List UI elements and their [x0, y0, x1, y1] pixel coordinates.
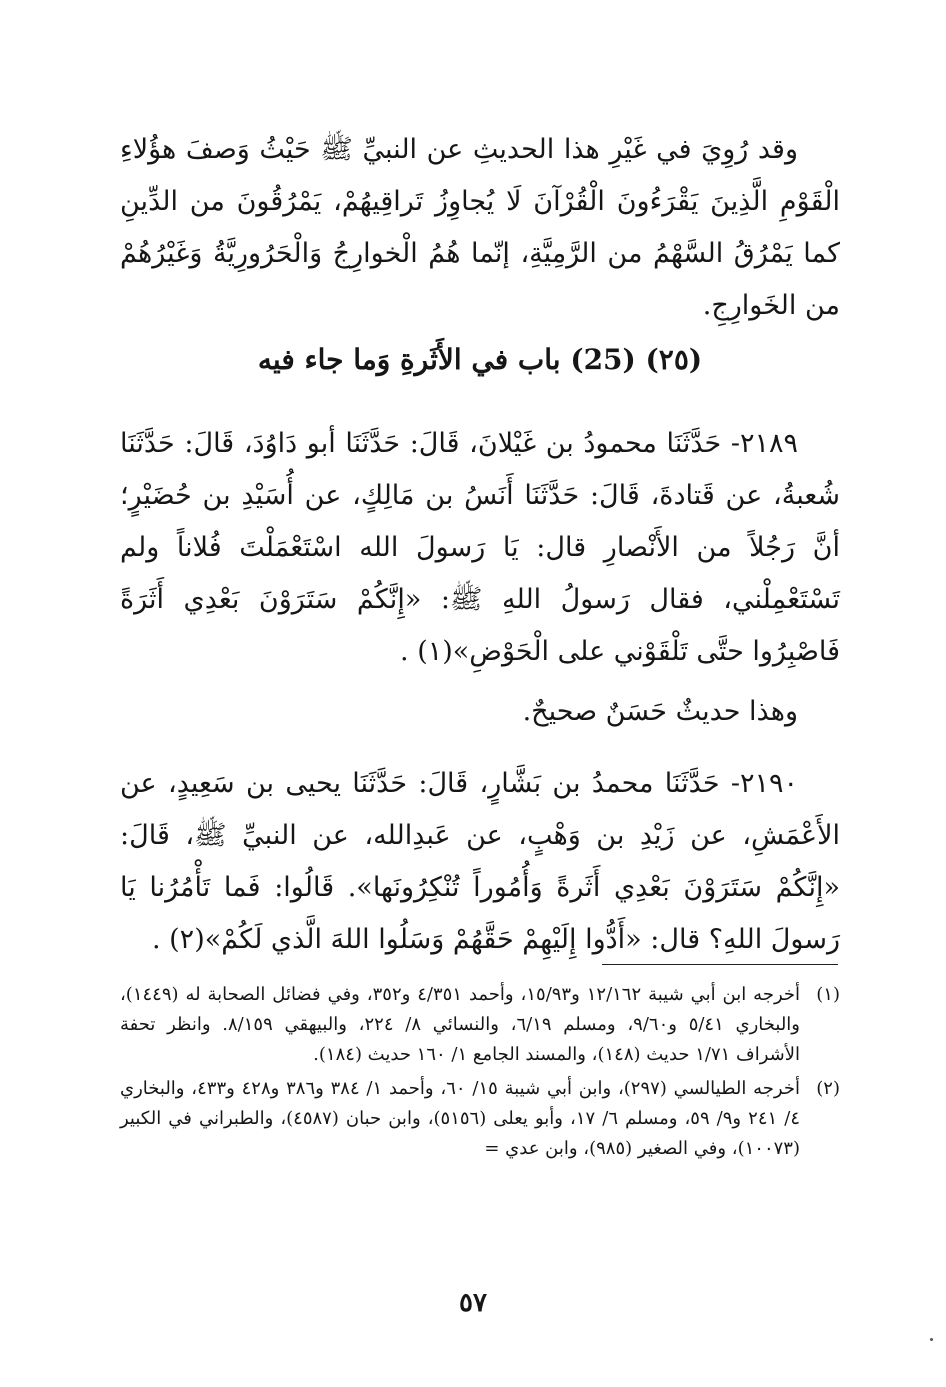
footnote-separator [602, 964, 838, 965]
hadith-2189-grade: وهذا حديثٌ حَسَنٌ صحيحٌ. [522, 696, 798, 727]
hadith-2190-block [120, 758, 840, 966]
footnote-number: (١) [816, 984, 840, 1005]
scan-speck [930, 1338, 933, 1341]
section-heading: (٢٥) (25) باب في الأَثَرةِ وَما جاء فيه [257, 343, 703, 376]
hadith-2189-text: ٢١٨٩- حَدَّثَنَا محمودُ بن غَيْلانَ، قَالَ: حَدَّثَنَا أبو دَاوُدَ، قَالَ: حَدَّثَنَا شُعبةُ، عن قَتادةَ، قَالَ: حَدَّثَنَا أَنَسُ بن مَالِكٍ، عن أُسَيْدِ بن حُضَيْرٍ؛ أنَّ رَجُلاً من الأَنْصارِ قال: يَا رَسولَ الله اسْتَعْمَلْتَ فُلاناً ولم تَسْتَعْمِلْني، فقال رَسولُ اللهِ ﷺ: «إِنَّكُمْ سَتَرَوْنَ بَعْدِي أَثَرَةً فَاصْبِرُوا حتَّى تَلْقَوْني على الْحَوْضِ»(١) . [120, 428, 840, 667]
footnote-text: أخرجه الطيالسي (٢٩٧)، وابن أبي شيبة ١٥/ ٦٠، وأحمد ١/ ٣٨٤ و٣٨٦ و٤٢٨ و٤٣٣، والبخاري ٤/ ٢٤١ و٩/ ٥٩، ومسلم ٦/ ١٧، وأبو يعلى (٥١٥٦)، وابن حبان (٤٥٨٧)، والطبراني في الكبير (١٠٠٧٣)، وفي الصغير (٩٨٥)، وابن عدي = [120, 1078, 800, 1159]
footnotes-section [120, 980, 840, 1168]
hadith-2189-block [120, 418, 840, 678]
footnote-number: (٢) [816, 1078, 840, 1099]
footnote-text: أخرجه ابن أبي شيبة ١٢/١٦٢ و١٥/٩٣، وأحمد ٤/٣٥١ و٣٥٢، وفي فضائل الصحابة له (١٤٤٩)، والبخاري ٥/٤١ و٩/٦٠، ومسلم ٦/١٩، والنسائي ٨/ ٢٢٤، والبيهقي ٨/١٥٩. وانظر تحفة الأشراف ١/٧١ حديث (١٤٨)، والمسند الجامع ١/ ١٦٠ حديث (١٨٤). [120, 984, 801, 1065]
intro-block [120, 124, 840, 332]
footnote-2 [120, 1074, 840, 1164]
hadith-2190-text: ٢١٩٠- حَدَّثَنَا محمدُ بن بَشَّارٍ، قَالَ: حَدَّثَنَا يحيى بن سَعِيدٍ، عن الأَعْمَشِ، عن زَيْدِ بن وَهْبٍ، عن عَبدِالله، عن النبيِّ ﷺ، قَالَ: «إِنَّكُمْ سَتَرَوْنَ بَعْدِي أَثَرةً وَأُمُوراً تُنْكِرُونَها». قَالُوا: فَما تَأْمُرُنا يَا رَسولَ اللهِ؟ قال: «أَدُّوا إِلَيْهِمْ حَقَّهُمْ وَسَلُوا اللهَ الَّذي لَكُمْ»(٢) . [120, 768, 840, 955]
footnote-1 [120, 980, 840, 1070]
page-number: ٥٧ [459, 1288, 487, 1318]
grade-block [120, 686, 840, 738]
intro-paragraph: وقد رُوِيَ في غَيْرِ هذا الحديثِ عن النبيِّ ﷺ حَيْثُ وَصفَ هؤُلاءِ الْقَوْمِ الَّذِينَ يَقْرَءُونَ الْقُرْآنَ لَا يُجاوِزُ تَراقِيهُمْ، يَمْرُقُونَ من الدِّينِ كما يَمْرُقُ السَّهْمُ من الرَّمِيَّةِ، إنّما هُمُ الْخوارِجُ وَالْحَرُورِيَّةُ وَغَيْرُهُمْ من الخَوارِجِ. [120, 134, 840, 321]
